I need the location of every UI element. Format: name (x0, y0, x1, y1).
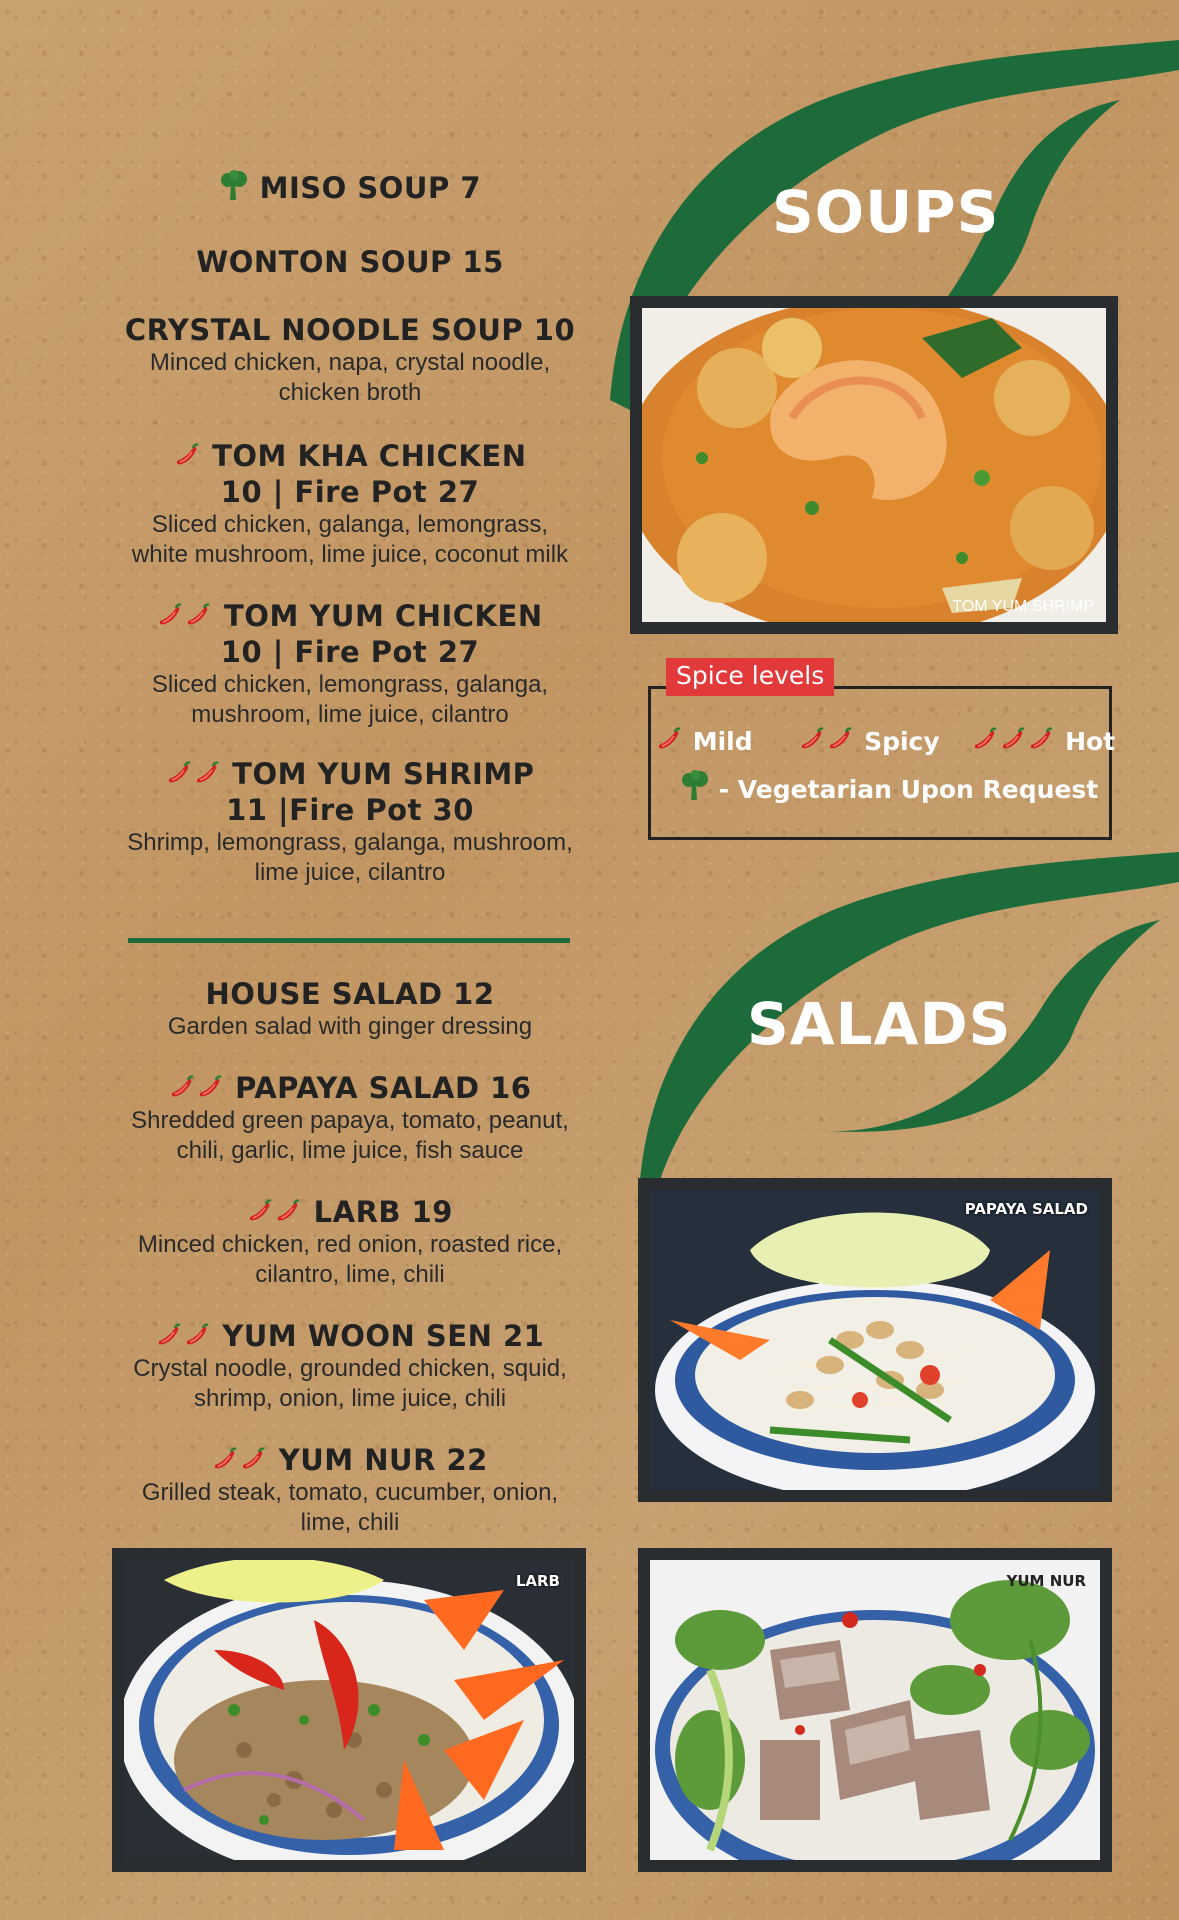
chili-pepper-icon (240, 1446, 266, 1472)
chili-pepper-icon (1028, 726, 1054, 752)
papaya-salad-image (650, 1190, 1100, 1490)
chili-pepper-icon (799, 726, 825, 752)
menu-item-miso-soup: MISO SOUP 7 (0, 170, 700, 206)
photo-larb (112, 1548, 586, 1872)
spice-levels-tag: Spice levels (666, 658, 834, 696)
spice-levels-row: Mild Spicy Hot (656, 726, 1115, 756)
menu-item-tom-kha-chicken: TOM KHA CHICKEN 10 | Fire Pot 27 Sliced chicken, galanga, lemongrass, white mushroom, lime juice, coconut milk (131, 439, 569, 568)
chili-pepper-icon (174, 442, 200, 468)
chili-pepper-icon (972, 726, 998, 752)
vegetarian-broccoli-icon (680, 770, 710, 802)
chili-pepper-icon (156, 1322, 182, 1348)
chili-pepper-icon (184, 1322, 210, 1348)
spice-levels-legend (648, 686, 1112, 840)
chili-pepper-icon (827, 726, 853, 752)
photo-papaya-salad (638, 1178, 1112, 1502)
salads-heading: SALADS (747, 990, 1012, 1058)
chili-pepper-icon (212, 1446, 238, 1472)
photo-caption-tom-yum-shrimp: TOM YUM SHRIMP (952, 598, 1094, 615)
menu-item-crystal-noodle-soup: CRYSTAL NOODLE SOUP 10 Minced chicken, napa, crystal noodle, chicken broth (124, 313, 576, 406)
photo-tom-yum-shrimp (630, 296, 1118, 634)
menu-item-yum-nur: YUM NUR 22 Grilled steak, tomato, cucumber, onion, lime, chili (141, 1443, 559, 1536)
menu-item-tom-yum-shrimp: TOM YUM SHRIMP 11 |Fire Pot 30 Shrimp, lemongrass, galanga, mushroom, lime juice, cilantro (127, 757, 573, 886)
chili-pepper-icon (1000, 726, 1026, 752)
chili-pepper-icon (656, 726, 682, 752)
menu-item-wonton-soup: WONTON SOUP 15 (196, 245, 504, 279)
soups-heading: SOUPS (772, 178, 1000, 246)
menu-item-yum-woon-sen: YUM WOON SEN 21 Crystal noodle, grounded chicken, squid, shrimp, onion, lime juice, chili (133, 1319, 567, 1412)
chili-pepper-icon (194, 760, 220, 786)
chili-pepper-icon (185, 602, 211, 628)
menu-item-larb: LARB 19 Minced chicken, red onion, roasted rice, cilantro, lime, chili (137, 1195, 563, 1288)
vegetarian-broccoli-icon (219, 170, 249, 202)
chili-pepper-icon (247, 1198, 273, 1224)
vegetarian-note: - Vegetarian Upon Request (680, 770, 1098, 804)
larb-image (124, 1560, 574, 1860)
photo-caption-papaya-salad: PAPAYA SALAD (964, 1200, 1088, 1218)
photo-caption-yum-nur: YUM NUR (1006, 1572, 1086, 1590)
soup-image (642, 308, 1106, 622)
menu-item-tom-yum-chicken: TOM YUM CHICKEN 10 | Fire Pot 27 Sliced chicken, lemongrass, galanga, mushroom, lime juice, cilantro (151, 599, 549, 728)
photo-caption-larb: LARB (515, 1572, 560, 1590)
section-divider (128, 938, 570, 943)
yum-nur-image (650, 1560, 1100, 1860)
chili-pepper-icon (275, 1198, 301, 1224)
chili-pepper-icon (157, 602, 183, 628)
chili-pepper-icon (169, 1074, 195, 1100)
menu-item-papaya-salad: PAPAYA SALAD 16 Shredded green papaya, tomato, peanut, chili, garlic, lime juice, fish sauce (131, 1071, 569, 1164)
menu-item-house-salad: HOUSE SALAD 12 Garden salad with ginger dressing (167, 977, 533, 1040)
photo-yum-nur (638, 1548, 1112, 1872)
chili-pepper-icon (197, 1074, 223, 1100)
chili-pepper-icon (166, 760, 192, 786)
